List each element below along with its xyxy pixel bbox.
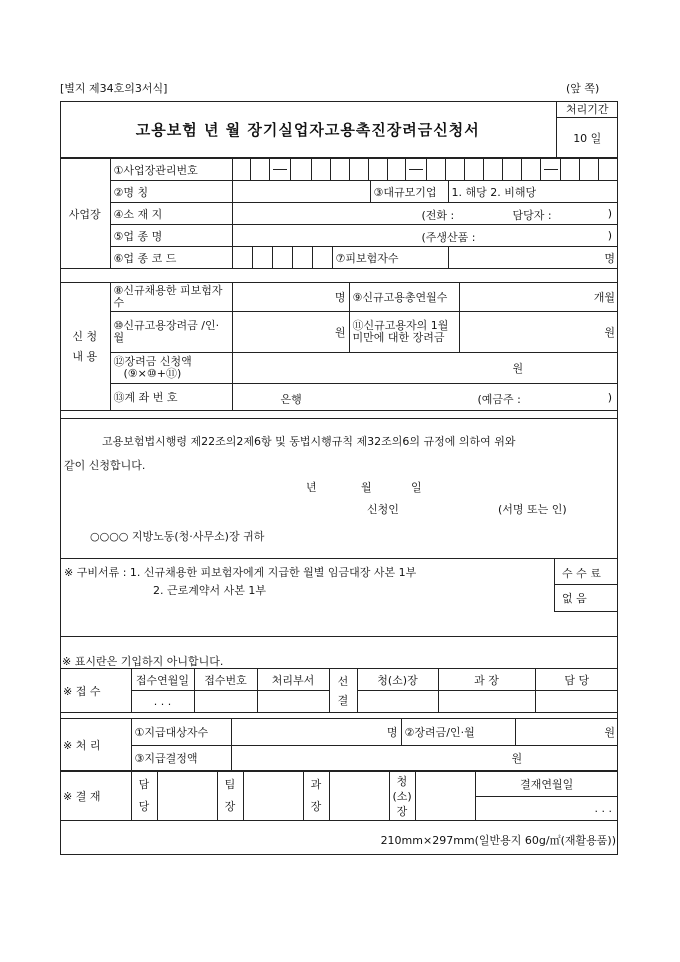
receipt-no-label: 접수번호 — [194, 669, 257, 691]
approval-table — [60, 771, 618, 821]
receipt-label: ※ 접 수 — [60, 669, 131, 713]
date-day: 일 — [411, 481, 422, 494]
section-head-label: 과 장 — [438, 669, 535, 691]
signature-field[interactable]: (서명 또는 인) — [498, 503, 567, 516]
sign-chief-box[interactable] — [415, 772, 475, 821]
name-field[interactable] — [232, 181, 370, 203]
industry-code-box-3[interactable] — [272, 247, 292, 269]
sign-officer-box[interactable] — [157, 772, 217, 821]
sign-chief-b: (소) — [392, 789, 412, 803]
sign-chief-c: 장 — [396, 804, 408, 818]
mgmt-no-boxes[interactable] — [232, 159, 618, 181]
processing-value: 10 일 — [556, 118, 618, 158]
form-title: 고용보험 년 월 장기실업자고용촉진장려금신청서 — [60, 101, 556, 158]
statement-line-2: 같이 신청합니다. — [64, 459, 146, 472]
name-label: ②명 칭 — [110, 181, 232, 203]
section-head-sign[interactable] — [438, 691, 535, 713]
receipt-no-field[interactable] — [194, 691, 257, 713]
approval-label: ※ 결 재 — [60, 772, 131, 821]
rate-paid-field[interactable]: 원 — [515, 719, 618, 746]
chief-sign[interactable] — [357, 691, 438, 713]
industry-code-box-1[interactable] — [232, 247, 252, 269]
approval-line-1: 선 — [337, 674, 349, 688]
process-label: ※ 처 리 — [60, 719, 131, 771]
total-months-field[interactable]: 개월 — [459, 283, 618, 312]
rate-paid-label: ②장려금/인·월 — [401, 719, 515, 746]
sign-section-box[interactable] — [329, 772, 389, 821]
business-label: ⑤업 종 명 — [110, 225, 232, 247]
applicant-label: 신청인 — [367, 503, 399, 516]
workplace-section-label: 사업장 — [60, 159, 110, 269]
date-month: 월 — [361, 481, 372, 494]
workplace-table — [60, 158, 618, 269]
receipt-date-label: 접수연월일 — [131, 669, 194, 691]
page-side: (앞 쪽) — [566, 82, 600, 95]
large-co-label: ③대규모기업 — [370, 181, 448, 203]
industry-code-box-5[interactable] — [312, 247, 332, 269]
date-year: 년 — [306, 481, 317, 494]
approval-line-2: 결 — [337, 693, 349, 707]
sign-chief-label — [389, 772, 415, 821]
approval-date-label: 결재연월일 — [476, 773, 619, 797]
sign-officer-label — [131, 772, 157, 821]
request-formula: (⑨×⑩+⑪) — [123, 367, 182, 380]
address-label: ④소 재 지 — [110, 203, 232, 225]
large-co-options[interactable]: 1. 해당 2. 비해당 — [448, 181, 618, 203]
new-hires-label: ⑧신규채용한 피보험자수 — [110, 283, 232, 312]
dept-label: 처리부서 — [257, 669, 329, 691]
request-field[interactable]: 원 — [232, 353, 618, 384]
chief-label: 청(소)장 — [357, 669, 438, 691]
fee-value: 없 음 — [562, 592, 587, 605]
recipients-label: ①지급대상자수 — [131, 719, 231, 746]
request-label: ⑫장려금 신청액 — [113, 355, 192, 368]
title-block — [60, 101, 618, 158]
decided-field[interactable]: 원 — [231, 746, 618, 771]
account-close-paren: ) — [607, 391, 612, 404]
sign-section-a: 과 — [310, 778, 322, 791]
application-label-2: 내 용 — [72, 349, 98, 363]
processing-label: 처리기간 — [556, 101, 618, 118]
footer-spec: 210mm×297mm(일반용지 60g/㎡(재활용품)) — [380, 834, 616, 847]
account-label: ⑬계 좌 번 호 — [110, 384, 232, 411]
industry-code-box-4[interactable] — [292, 247, 312, 269]
process-table — [60, 718, 618, 771]
receipt-table — [60, 668, 618, 713]
decided-label: ③지급결정액 — [131, 746, 231, 771]
application-label-1: 신 청 — [72, 329, 98, 343]
under-month-label: ⑪신규고용자의 1월 미만에 대한 장려금 — [349, 312, 459, 353]
officer-label: 담 당 — [535, 669, 618, 691]
approval-date-field[interactable]: . . . — [594, 801, 612, 815]
industry-code-label: ⑥업 종 코 드 — [110, 247, 232, 269]
sign-chief-a: 청 — [396, 774, 408, 788]
addressee: ○○○○ 지방노동(청·사무소)장 귀하 — [90, 530, 265, 543]
insured-unit[interactable]: 명 — [448, 247, 618, 269]
office-note: ※ 표시란은 기입하지 아니합니다. — [62, 655, 224, 668]
statement-line-1: 고용보험법시행령 제22조의2제6항 및 동법시행규칙 제32조의6의 규정에 의하여 위와 — [102, 435, 516, 448]
dept-field[interactable] — [257, 691, 329, 713]
approval-line-label — [329, 669, 357, 713]
insured-label: ⑦피보험자수 — [332, 247, 448, 269]
approval-date-cell — [475, 772, 618, 821]
sign-team-box[interactable] — [243, 772, 303, 821]
recipients-field[interactable]: 명 — [231, 719, 401, 746]
sign-team-b: 장 — [224, 800, 236, 813]
product-text: (주생산품 : — [421, 231, 476, 244]
sign-team-label — [217, 772, 243, 821]
under-month-field[interactable]: 원 — [459, 312, 618, 353]
request-label-cell — [110, 353, 232, 384]
mgmt-no-label: ①사업장관리번호 — [110, 159, 232, 181]
contact-text: 담당자 : — [512, 209, 552, 222]
form-label: [별지 제34호의3서식] — [60, 82, 168, 95]
business-field[interactable] — [232, 225, 618, 247]
address-field[interactable] — [232, 203, 618, 225]
receipt-date-field[interactable]: . . . — [131, 691, 194, 713]
holder-text: (예금주 : — [477, 393, 521, 406]
new-hires-field[interactable]: 명 — [232, 283, 349, 312]
rate-label: ⑩신규고용장려금 /인·월 — [110, 312, 232, 353]
fee-label: 수 수 료 — [562, 567, 601, 580]
documents-item-2: 2. 근로계약서 사본 1부 — [153, 584, 266, 597]
industry-code-box-2[interactable] — [252, 247, 272, 269]
phone-text: (전화 : — [421, 209, 455, 222]
sign-officer-a: 담 — [138, 778, 150, 791]
application-table — [60, 282, 618, 411]
documents-label: ※ 구비서류 : 1. 신규채용한 피보험자에게 지급한 월별 임금대장 사본 1부 — [64, 566, 417, 579]
sign-team-a: 팀 — [224, 778, 236, 791]
business-close-paren: ) — [607, 229, 613, 242]
application-section-label — [60, 283, 110, 411]
total-months-label: ⑨신규고용총연월수 — [349, 283, 459, 312]
sign-section-label — [303, 772, 329, 821]
sign-section-b: 장 — [310, 800, 322, 813]
bank-text: 은행 — [280, 393, 302, 406]
sign-officer-b: 당 — [138, 800, 150, 813]
rate-field[interactable]: 원 — [232, 312, 349, 353]
account-field[interactable] — [232, 384, 618, 411]
officer-sign[interactable] — [535, 691, 618, 713]
address-close-paren: ) — [607, 207, 613, 220]
